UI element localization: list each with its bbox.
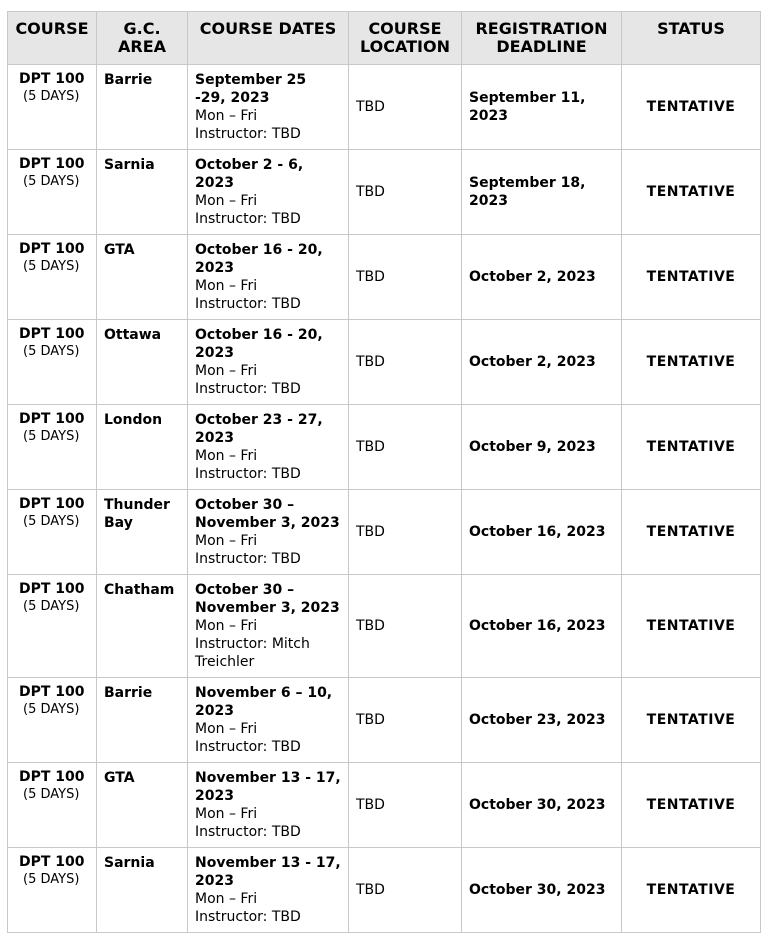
date-range: October 30 – November 3, 2023 [195, 497, 340, 531]
course-duration: (5 DAYS) [23, 174, 80, 189]
schedule-days: Mon – Fri [195, 533, 258, 549]
schedule-days: Mon – Fri [195, 278, 258, 294]
course-dates-cell [188, 678, 349, 763]
course-location-cell [349, 65, 462, 150]
gc-area-cell [97, 490, 188, 575]
course-location-cell [349, 150, 462, 235]
header-deadline-line2: DEADLINE [496, 37, 587, 56]
course-dates-cell [188, 320, 349, 405]
date-range: November 6 – 10, 2023 [195, 685, 333, 719]
table-row [8, 490, 761, 575]
course-location: TBD [356, 354, 385, 370]
course-duration: (5 DAYS) [23, 89, 80, 104]
instructor: Instructor: TBD [195, 381, 301, 397]
table-row [8, 678, 761, 763]
gc-area-cell [97, 235, 188, 320]
header-location-line1: COURSE [368, 19, 442, 38]
course-cell [8, 678, 97, 763]
registration-deadline: October 23, 2023 [469, 712, 606, 728]
schedule-days: Mon – Fri [195, 721, 258, 737]
instructor: Instructor: Mitch Treichler [195, 636, 310, 670]
course-location-cell [349, 405, 462, 490]
instructor: Instructor: TBD [195, 466, 301, 482]
course-location-cell [349, 848, 462, 933]
status-cell [622, 763, 761, 848]
date-range: October 23 - 27, 2023 [195, 412, 323, 446]
header-row [8, 12, 761, 65]
status-badge: TENTATIVE [646, 712, 736, 728]
course-cell [8, 320, 97, 405]
course-code: DPT 100 [19, 854, 85, 870]
header-gc-area-line2: AREA [117, 37, 166, 56]
header-deadline-line1: REGISTRATION [475, 19, 608, 38]
table-body [8, 65, 761, 933]
registration-deadline: October 16, 2023 [469, 618, 606, 634]
header-course [8, 12, 97, 65]
registration-deadline-cell [462, 65, 622, 150]
course-location: TBD [356, 439, 385, 455]
registration-deadline: October 2, 2023 [469, 354, 596, 370]
status-badge: TENTATIVE [646, 882, 736, 898]
gc-area-cell [97, 763, 188, 848]
registration-deadline-cell [462, 848, 622, 933]
course-cell [8, 490, 97, 575]
schedule-days: Mon – Fri [195, 363, 258, 379]
course-cell [8, 235, 97, 320]
status-cell [622, 405, 761, 490]
registration-deadline-cell [462, 235, 622, 320]
date-range: October 16 - 20, 2023 [195, 242, 323, 276]
table-row [8, 575, 761, 678]
header-status [622, 12, 761, 65]
course-location-cell [349, 235, 462, 320]
course-duration: (5 DAYS) [23, 259, 80, 274]
date-range: October 30 – November 3, 2023 [195, 582, 340, 616]
course-location: TBD [356, 712, 385, 728]
course-duration: (5 DAYS) [23, 702, 80, 717]
header-registration-deadline [462, 12, 622, 65]
gc-area-name: Ottawa [104, 327, 162, 343]
table-row [8, 848, 761, 933]
header-course-location [349, 12, 462, 65]
header-gc-area [97, 12, 188, 65]
registration-deadline: September 11, 2023 [469, 90, 586, 124]
course-schedule-table [7, 11, 761, 933]
registration-deadline-cell [462, 405, 622, 490]
course-code: DPT 100 [19, 326, 85, 342]
course-location-cell [349, 678, 462, 763]
gc-area-cell [97, 320, 188, 405]
course-duration: (5 DAYS) [23, 429, 80, 444]
status-badge: TENTATIVE [646, 439, 736, 455]
course-code: DPT 100 [19, 156, 85, 172]
course-dates-cell [188, 235, 349, 320]
course-duration: (5 DAYS) [23, 872, 80, 887]
schedule-days: Mon – Fri [195, 806, 258, 822]
course-location-cell [349, 575, 462, 678]
table-header [8, 12, 761, 65]
status-cell [622, 320, 761, 405]
course-cell [8, 65, 97, 150]
course-location: TBD [356, 882, 385, 898]
registration-deadline: October 2, 2023 [469, 269, 596, 285]
course-location: TBD [356, 184, 385, 200]
course-location-cell [349, 490, 462, 575]
course-dates-cell [188, 763, 349, 848]
instructor: Instructor: TBD [195, 824, 301, 840]
registration-deadline: October 30, 2023 [469, 797, 606, 813]
instructor: Instructor: TBD [195, 211, 301, 227]
gc-area-name: London [104, 412, 163, 428]
course-location: TBD [356, 797, 385, 813]
course-code: DPT 100 [19, 684, 85, 700]
table-row [8, 235, 761, 320]
header-location-line2: LOCATION [360, 37, 450, 56]
registration-deadline: October 16, 2023 [469, 524, 606, 540]
header-course-dates [188, 12, 349, 65]
registration-deadline: October 9, 2023 [469, 439, 596, 455]
header-status-label: STATUS [657, 19, 725, 38]
gc-area-name: Thunder Bay [104, 497, 170, 531]
course-location: TBD [356, 269, 385, 285]
gc-area-name: GTA [104, 770, 135, 786]
gc-area-name: Barrie [104, 72, 153, 88]
schedule-days: Mon – Fri [195, 193, 258, 209]
course-dates-cell [188, 848, 349, 933]
registration-deadline-cell [462, 575, 622, 678]
course-cell [8, 405, 97, 490]
schedule-days: Mon – Fri [195, 108, 258, 124]
course-code: DPT 100 [19, 71, 85, 87]
gc-area-cell [97, 150, 188, 235]
status-badge: TENTATIVE [646, 524, 736, 540]
gc-area-cell [97, 405, 188, 490]
instructor: Instructor: TBD [195, 126, 301, 142]
header-gc-area-line1: G.C. [123, 19, 161, 38]
status-cell [622, 235, 761, 320]
registration-deadline-cell [462, 678, 622, 763]
status-badge: TENTATIVE [646, 184, 736, 200]
instructor: Instructor: TBD [195, 739, 301, 755]
header-course-label: COURSE [15, 19, 89, 38]
schedule-days: Mon – Fri [195, 618, 258, 634]
course-cell [8, 150, 97, 235]
status-cell [622, 678, 761, 763]
instructor: Instructor: TBD [195, 551, 301, 567]
table-row [8, 405, 761, 490]
course-dates-cell [188, 405, 349, 490]
status-cell [622, 65, 761, 150]
gc-area-name: Chatham [104, 582, 175, 598]
status-cell [622, 490, 761, 575]
status-badge: TENTATIVE [646, 99, 736, 115]
course-location: TBD [356, 99, 385, 115]
course-location-cell [349, 320, 462, 405]
course-cell [8, 848, 97, 933]
status-badge: TENTATIVE [646, 354, 736, 370]
date-range: November 13 - 17, 2023 [195, 855, 341, 889]
schedule-days: Mon – Fri [195, 448, 258, 464]
registration-deadline-cell [462, 763, 622, 848]
course-dates-cell [188, 65, 349, 150]
date-range: September 25 -29, 2023 [195, 72, 307, 106]
course-dates-cell [188, 150, 349, 235]
course-dates-cell [188, 575, 349, 678]
course-code: DPT 100 [19, 411, 85, 427]
course-code: DPT 100 [19, 769, 85, 785]
table-row [8, 150, 761, 235]
course-code: DPT 100 [19, 581, 85, 597]
registration-deadline-cell [462, 150, 622, 235]
table-row [8, 763, 761, 848]
course-duration: (5 DAYS) [23, 787, 80, 802]
registration-deadline: October 30, 2023 [469, 882, 606, 898]
registration-deadline-cell [462, 320, 622, 405]
gc-area-cell [97, 575, 188, 678]
instructor: Instructor: TBD [195, 296, 301, 312]
course-duration: (5 DAYS) [23, 599, 80, 614]
instructor: Instructor: TBD [195, 909, 301, 925]
gc-area-cell [97, 65, 188, 150]
table-row [8, 320, 761, 405]
header-course-dates-label: COURSE DATES [199, 19, 337, 38]
gc-area-name: Sarnia [104, 855, 155, 871]
course-code: DPT 100 [19, 496, 85, 512]
schedule-days: Mon – Fri [195, 891, 258, 907]
registration-deadline-cell [462, 490, 622, 575]
course-dates-cell [188, 490, 349, 575]
gc-area-cell [97, 848, 188, 933]
date-range: November 13 - 17, 2023 [195, 770, 341, 804]
status-badge: TENTATIVE [646, 618, 736, 634]
course-duration: (5 DAYS) [23, 344, 80, 359]
status-badge: TENTATIVE [646, 269, 736, 285]
status-cell [622, 848, 761, 933]
course-cell [8, 575, 97, 678]
course-location-cell [349, 763, 462, 848]
course-cell [8, 763, 97, 848]
course-location: TBD [356, 618, 385, 634]
course-code: DPT 100 [19, 241, 85, 257]
status-cell [622, 150, 761, 235]
date-range: October 2 - 6, 2023 [195, 157, 304, 191]
status-cell [622, 575, 761, 678]
course-location: TBD [356, 524, 385, 540]
gc-area-name: Sarnia [104, 157, 155, 173]
course-duration: (5 DAYS) [23, 514, 80, 529]
gc-area-cell [97, 678, 188, 763]
status-badge: TENTATIVE [646, 797, 736, 813]
date-range: October 16 - 20, 2023 [195, 327, 323, 361]
gc-area-name: Barrie [104, 685, 153, 701]
gc-area-name: GTA [104, 242, 135, 258]
table-row [8, 65, 761, 150]
registration-deadline: September 18, 2023 [469, 175, 586, 209]
